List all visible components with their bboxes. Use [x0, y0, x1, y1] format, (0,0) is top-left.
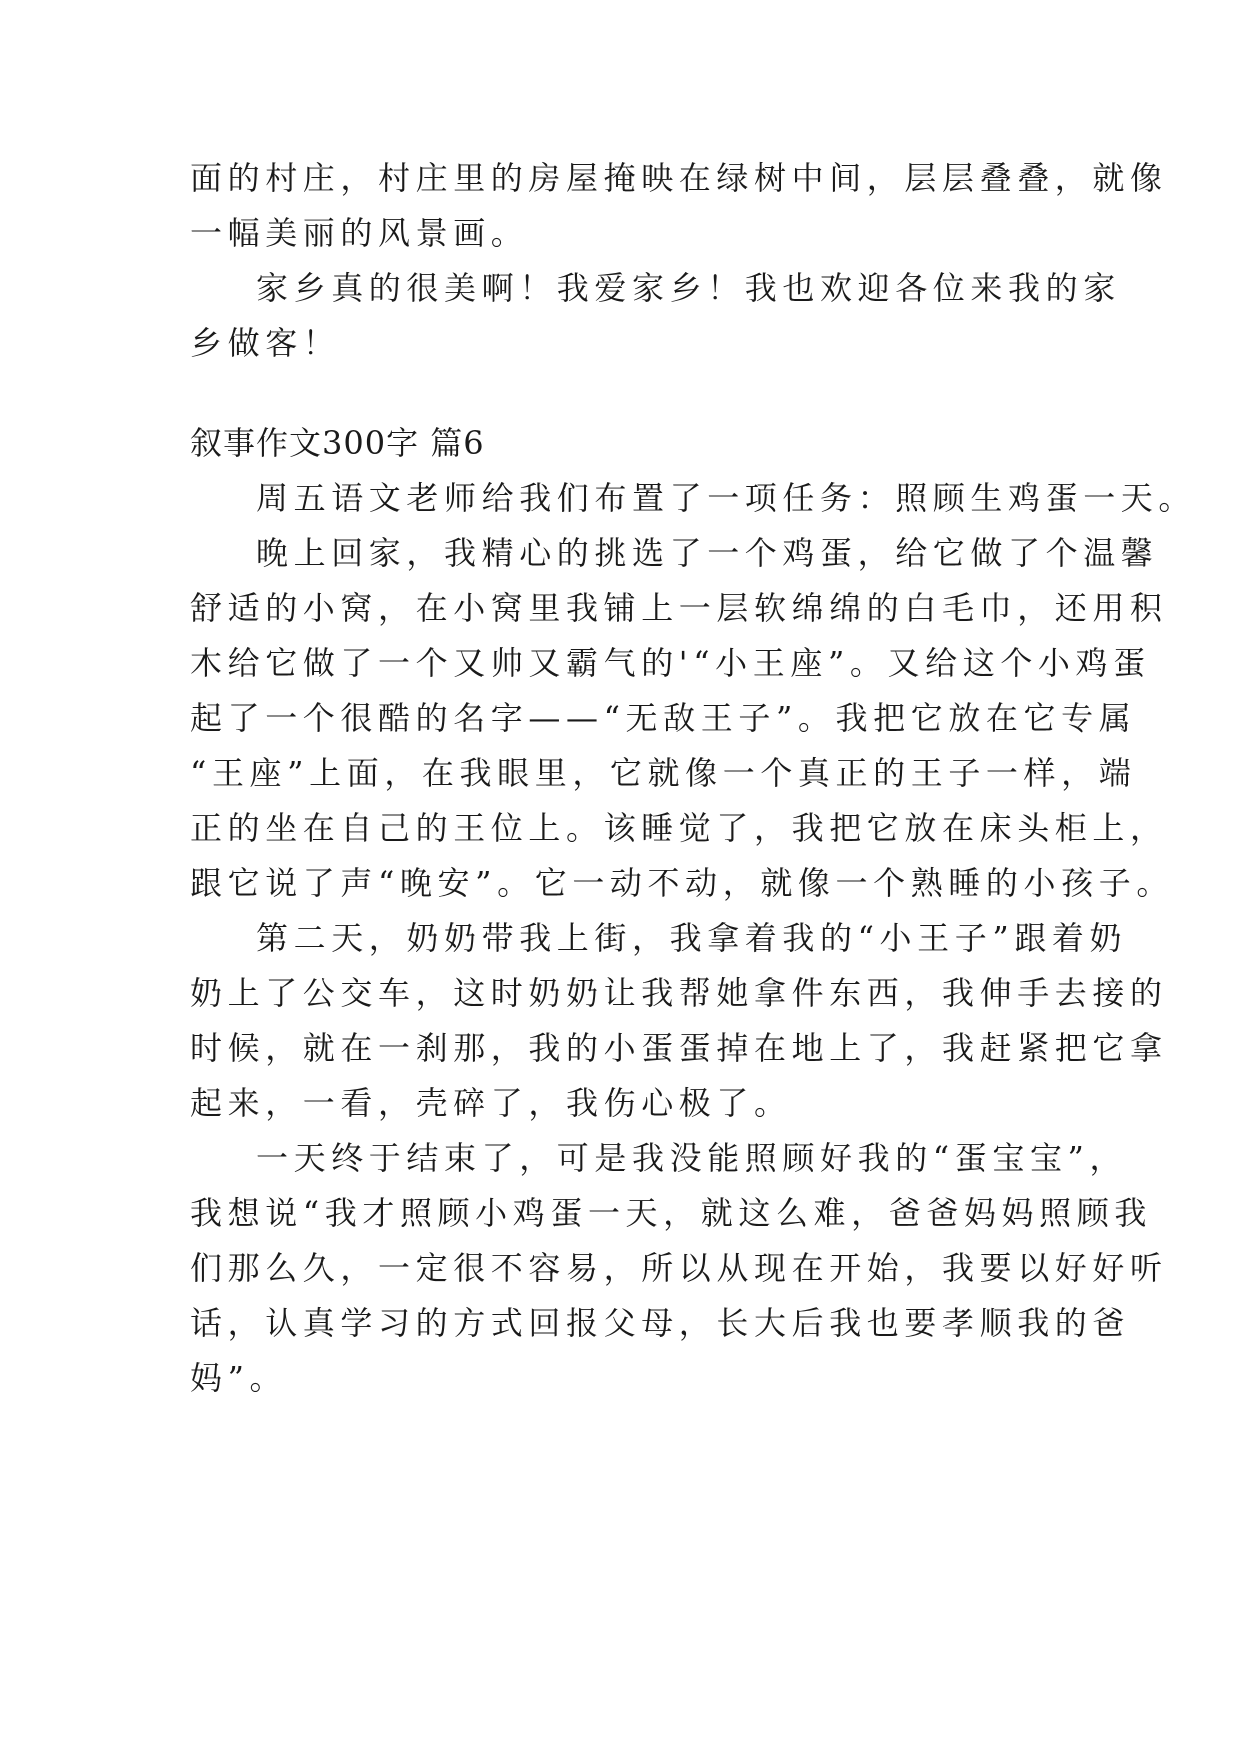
text-line: “王座”上面，在我眼里，它就像一个真正的王子一样，端: [190, 754, 1137, 792]
text-line: 起来，一看，壳碎了，我伤心极了。: [190, 1084, 792, 1122]
text-line: 妈”。: [190, 1359, 288, 1397]
text-line: 乡做客！: [190, 324, 341, 362]
text-line: 话，认真学习的方式回报父母，长大后我也要孝顺我的爸: [190, 1304, 1131, 1342]
text-line: 面的村庄，村庄里的房屋掩映在绿树中间，层层叠叠，就像: [190, 159, 1168, 197]
text-line: 家乡真的很美啊！我爱家乡！我也欢迎各位来我的家: [256, 269, 1121, 307]
text-line: 起了一个很酷的名字——“无敌王子”。我把它放在它专属: [190, 699, 1137, 737]
text-line: 木给它做了一个又帅又霸气的'“小王座”。又给这个小鸡蛋: [190, 644, 1151, 682]
text-line: 奶上了公交车，这时奶奶让我帮她拿件东西，我伸手去接的: [190, 974, 1168, 1012]
text-line: 晚上回家，我精心的挑选了一个鸡蛋，给它做了个温馨: [256, 534, 1159, 572]
text-line: 跟它说了声“晚安”。它一动不动，就像一个熟睡的小孩子。: [190, 864, 1174, 902]
text-line: 们那么久，一定很不容易，所以从现在开始，我要以好好听: [190, 1249, 1168, 1287]
text-line: 时候，就在一刹那，我的小蛋蛋掉在地上了，我赶紧把它拿: [190, 1029, 1168, 1067]
text-line: 我想说“我才照顾小鸡蛋一天，就这么难，爸爸妈妈照顾我: [190, 1194, 1152, 1232]
text-line: 第二天，奶奶带我上街，我拿着我的“小王子”跟着奶: [256, 919, 1128, 957]
text-line: 周五语文老师给我们布置了一项任务：照顾生鸡蛋一天。: [256, 479, 1197, 517]
section-heading: 叙事作文300字 篇6: [190, 424, 485, 462]
text-line: 一天终于结束了，可是我没能照顾好我的“蛋宝宝”，: [256, 1139, 1128, 1177]
text-line: 一幅美丽的风景画。: [190, 214, 529, 252]
text-line: 正的坐在自己的王位上。该睡觉了，我把它放在床头柜上，: [190, 809, 1168, 847]
text-line: 舒适的小窝，在小窝里我铺上一层软绵绵的白毛巾，还用积: [190, 589, 1168, 627]
